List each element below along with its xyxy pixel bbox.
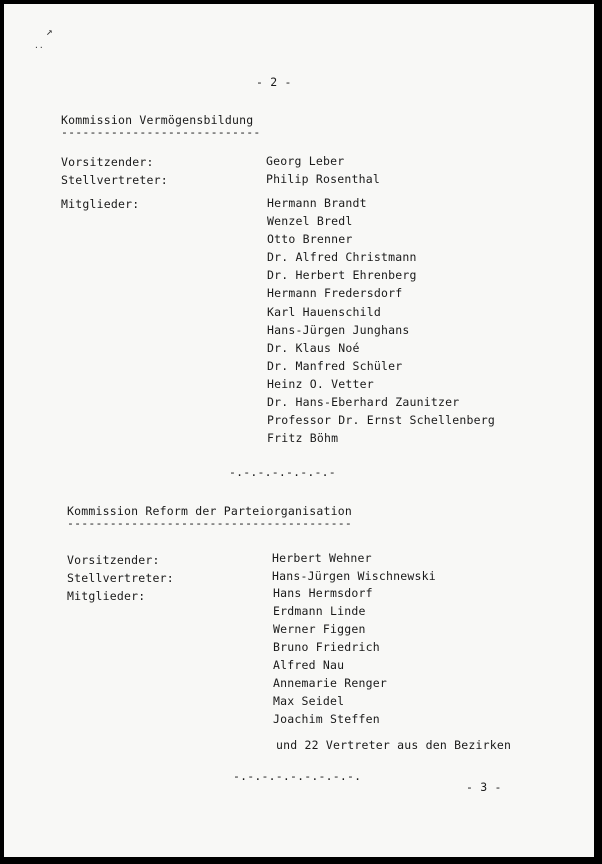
member-name: Wenzel Bredl [267, 214, 353, 229]
section-1-member-list [267, 194, 495, 447]
section-1-members-label: Mitglieder: [61, 197, 140, 211]
section-1-chair-name: Georg Leber [266, 154, 345, 168]
section-2-heading-underline: ---------------------------------------- [67, 519, 352, 527]
member-name: Werner Figgen [273, 622, 366, 636]
scan-mark: ↗ [46, 25, 53, 38]
member-name: Max Seidel [273, 694, 345, 708]
section-2-member-list [273, 584, 387, 728]
member-name: Dr. Alfred Christmann [267, 250, 417, 265]
member-name: Annemarie Renger [273, 676, 387, 690]
section-separator: -.-.-.-.-.-.-.- [229, 465, 336, 479]
section-1-heading: Kommission Vermögensbildung [61, 113, 254, 127]
section-1-deputy-label: Stellvertreter: [61, 173, 168, 187]
next-page-indicator: - 3 - [466, 780, 502, 794]
member-name: Fritz Böhm [267, 431, 339, 446]
section-separator: -.-.-.-.-.-.-.-.-. [233, 769, 362, 783]
member-name: Professor Dr. Ernst Schellenberg [267, 413, 495, 428]
member-name: Bruno Friedrich [273, 640, 380, 654]
section-2-deputy-name: Hans-Jürgen Wischnewski [272, 569, 436, 583]
member-name: Dr. Hans-Eberhard Zaunitzer [267, 395, 460, 410]
scan-mark: ·· [34, 43, 44, 52]
section-2-deputy-label: Stellvertreter: [67, 571, 174, 585]
document-page [4, 4, 594, 857]
section-1-chair-label: Vorsitzender: [61, 155, 154, 169]
member-name: Dr. Klaus Noé [267, 340, 360, 355]
member-name: Hermann Fredersdorf [267, 286, 403, 301]
section-1-heading-underline: ---------------------------- [61, 128, 261, 136]
member-name: Dr. Manfred Schüler [267, 358, 403, 373]
section-2-chair-name: Herbert Wehner [272, 551, 372, 565]
member-name: Hans Hermsdorf [273, 586, 373, 600]
member-name: Alfred Nau [273, 658, 345, 672]
page-number-top: - 2 - [256, 75, 292, 89]
section-2-members-label: Mitglieder: [67, 589, 146, 603]
section-2-chair-label: Vorsitzender: [67, 553, 160, 567]
section-2-heading: Kommission Reform der Parteiorganisation [67, 504, 352, 518]
section-2-note: und 22 Vertreter aus den Bezirken [276, 738, 512, 752]
member-name: Karl Hauenschild [267, 304, 381, 319]
section-1-deputy-name: Philip Rosenthal [266, 172, 380, 186]
member-name: Hermann Brandt [267, 196, 367, 210]
member-name: Joachim Steffen [273, 712, 380, 726]
member-name: Dr. Herbert Ehrenberg [267, 268, 417, 283]
member-name: Otto Brenner [267, 232, 353, 247]
member-name: Heinz O. Vetter [267, 376, 374, 391]
member-name: Hans-Jürgen Junghans [267, 322, 410, 337]
member-name: Erdmann Linde [273, 604, 366, 618]
